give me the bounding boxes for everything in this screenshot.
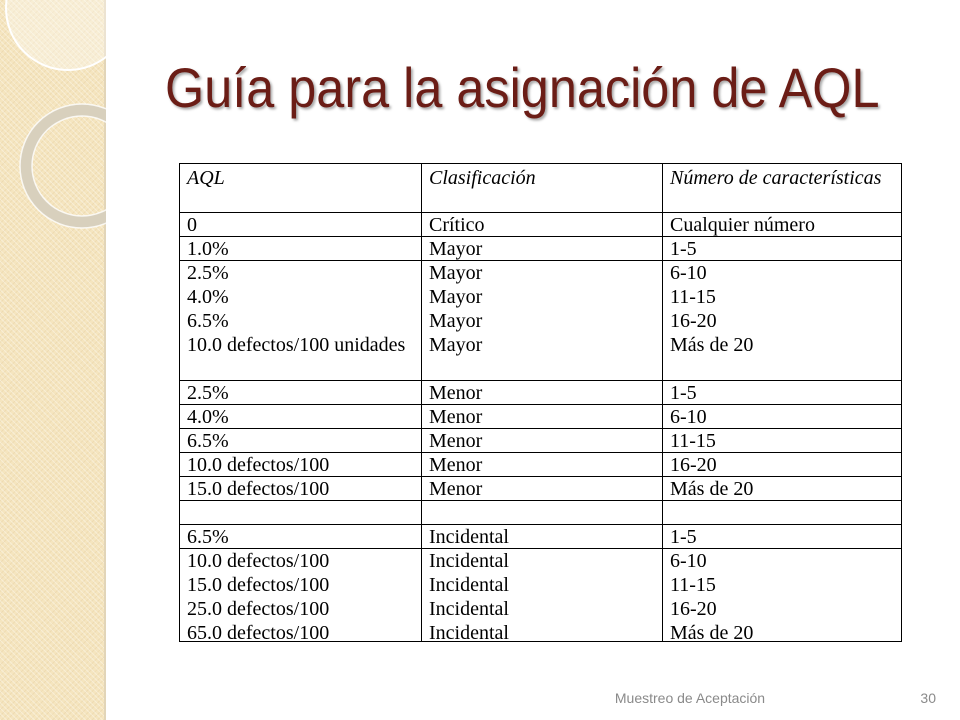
aql-table — [179, 163, 902, 642]
cell-line: 6.5% — [187, 430, 229, 452]
cell-caracteristicas — [663, 525, 901, 548]
cell-caracteristicas — [663, 213, 901, 236]
cell-line: Incidental — [429, 550, 509, 572]
cell-caracteristicas — [663, 549, 901, 644]
cell-clasificacion — [422, 429, 663, 452]
cell-line: 16-20 — [670, 454, 717, 476]
cell-line: 1.0% — [187, 238, 229, 260]
cell-clasificacion — [422, 549, 663, 644]
header-caracteristicas: Número de características — [670, 167, 882, 189]
cell-line: 6-10 — [670, 262, 707, 284]
cell-clasificacion — [422, 237, 663, 260]
table-row — [180, 525, 901, 549]
table-row — [180, 549, 901, 644]
cell-line: Mayor — [429, 286, 483, 308]
cell-caracteristicas — [663, 501, 901, 524]
decorative-circle-top — [6, 0, 106, 70]
decorative-ring-outer-edge — [20, 104, 106, 228]
table-row — [180, 213, 901, 237]
table-row — [180, 261, 901, 381]
footer-text: Muestreo de Aceptación — [614, 690, 766, 706]
cell-line: Mayor — [429, 334, 483, 356]
cell-aql — [180, 477, 422, 500]
cell-line: 10.0 defectos/100 — [187, 550, 330, 572]
cell-line: 6-10 — [670, 406, 707, 428]
table-row-empty — [180, 501, 901, 525]
decorative-circles — [0, 0, 106, 300]
page-number: 30 — [920, 690, 936, 706]
cell-line: 6.5% — [187, 310, 229, 332]
cell-line: 11-15 — [670, 286, 716, 308]
cell-aql — [180, 525, 422, 548]
cell-clasificacion — [422, 213, 663, 236]
cell-line: 1-5 — [670, 238, 697, 260]
cell-clasificacion — [422, 261, 663, 380]
cell-aql — [180, 429, 422, 452]
cell-line: Más de 20 — [670, 478, 754, 500]
cell-line: 15.0 defectos/100 — [187, 574, 330, 596]
cell-line: Menor — [429, 430, 483, 452]
cell-aql — [180, 261, 422, 380]
cell-line: Cualquier número — [670, 214, 815, 236]
cell-line: Menor — [429, 382, 483, 404]
cell-caracteristicas — [663, 261, 901, 380]
cell-caracteristicas — [663, 237, 901, 260]
cell-line: 6.5% — [187, 526, 229, 548]
cell-line: 6-10 — [670, 550, 707, 572]
cell-line: Incidental — [429, 526, 509, 548]
cell-clasificacion — [422, 405, 663, 428]
cell-clasificacion — [422, 525, 663, 548]
cell-line: Incidental — [429, 574, 509, 596]
cell-caracteristicas — [663, 477, 901, 500]
cell-line: Mayor — [429, 238, 483, 260]
cell-clasificacion — [422, 453, 663, 476]
cell-line: 4.0% — [187, 406, 229, 428]
table-row — [180, 453, 901, 477]
cell-aql — [180, 549, 422, 644]
slide-title: Guía para la asignación de AQL — [165, 56, 880, 119]
cell-caracteristicas — [663, 405, 901, 428]
cell-line: Incidental — [429, 598, 509, 620]
cell-line: 10.0 defectos/100 unidades — [187, 334, 406, 356]
cell-line: Menor — [429, 406, 483, 428]
cell-line: 2.5% — [187, 262, 229, 284]
cell-aql — [180, 213, 422, 236]
cell-caracteristicas — [663, 381, 901, 404]
cell-aql — [180, 405, 422, 428]
decorative-ring — [26, 110, 106, 222]
cell-line: Más de 20 — [670, 334, 754, 356]
cell-line: 16-20 — [670, 310, 717, 332]
cell-caracteristicas — [663, 429, 901, 452]
cell-line: 10.0 defectos/100 — [187, 454, 330, 476]
cell-line: 16-20 — [670, 598, 717, 620]
header-clasificacion: Clasificación — [422, 164, 663, 212]
cell-line: 2.5% — [187, 382, 229, 404]
cell-line: Crítico — [429, 214, 485, 236]
cell-aql — [180, 237, 422, 260]
cell-line: 1-5 — [670, 526, 697, 548]
cell-line: Incidental — [429, 622, 509, 644]
cell-caracteristicas — [663, 453, 901, 476]
table-row — [180, 405, 901, 429]
table-row — [180, 477, 901, 501]
cell-aql — [180, 453, 422, 476]
cell-line: Menor — [429, 478, 483, 500]
cell-line: 65.0 defectos/100 — [187, 622, 330, 644]
cell-line: 4.0% — [187, 286, 229, 308]
cell-line: 25.0 defectos/100 — [187, 598, 330, 620]
cell-line: 11-15 — [670, 430, 716, 452]
cell-aql — [180, 501, 422, 524]
cell-line: Mayor — [429, 262, 483, 284]
table-row — [180, 429, 901, 453]
cell-line: 11-15 — [670, 574, 716, 596]
cell-clasificacion — [422, 381, 663, 404]
cell-clasificacion — [422, 501, 663, 524]
cell-clasificacion — [422, 477, 663, 500]
header-aql: AQL — [180, 164, 422, 212]
cell-line: Más de 20 — [670, 622, 754, 644]
table-row — [180, 381, 901, 405]
cell-line: Menor — [429, 454, 483, 476]
cell-aql — [180, 381, 422, 404]
table-header-row — [180, 164, 901, 213]
cell-line: 1-5 — [670, 382, 697, 404]
table-row — [180, 237, 901, 261]
cell-line: Mayor — [429, 310, 483, 332]
cell-line: 0 — [187, 214, 197, 236]
cell-line: 15.0 defectos/100 — [187, 478, 330, 500]
